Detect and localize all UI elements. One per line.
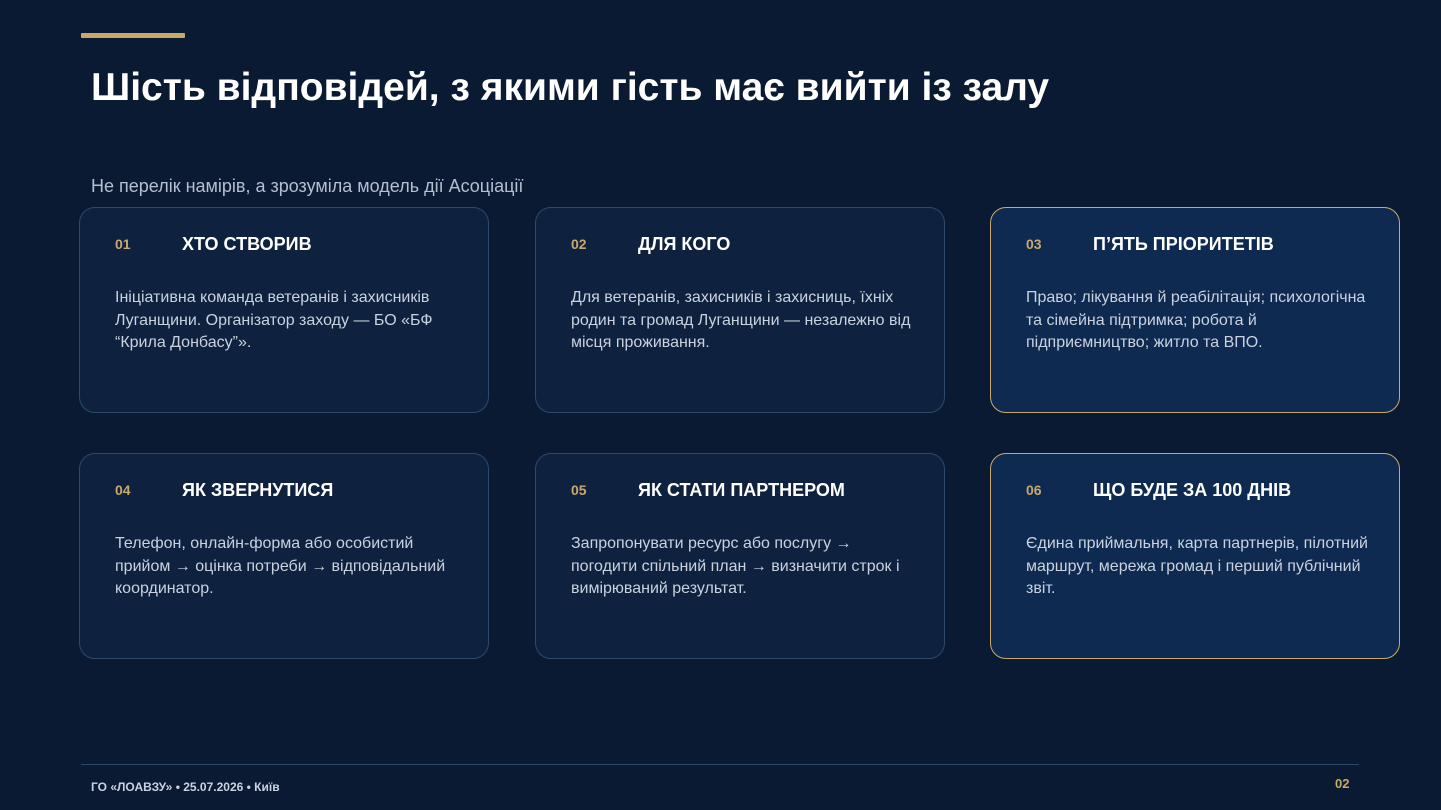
card-title: ХТО СТВОРИВ [182,234,312,254]
page-number: 02 [1335,776,1350,791]
footer-divider [81,764,1359,765]
card-who-created [79,207,489,413]
card-number: 05 [571,482,587,498]
footer-info: ГО «ЛОАВЗУ» • 25.07.2026 • Київ [91,780,280,794]
card-title: П’ЯТЬ ПРІОРИТЕТІВ [1093,234,1274,254]
card-number: 01 [115,236,131,252]
card-for-whom [535,207,945,413]
title-accent-bar [81,33,185,38]
card-100-days [990,453,1400,659]
card-title: ЯК ЗВЕРНУТИСЯ [182,480,334,500]
card-text: Для ветеранів, захисників і захисниць, їхніх родин та громад Луганщини — незалежно від місця проживання. [571,289,911,351]
card-five-priorities [990,207,1400,413]
card-become-partner [535,453,945,659]
card-number: 02 [571,236,587,252]
card-text: Право; лікування й реабілітація; психологічна та сімейна підтримка; робота й підприємництво; житло та ВПО. [1026,289,1366,351]
card-title: ЯК СТАТИ ПАРТНЕРОМ [638,480,845,500]
card-text: Телефон, онлайн-форма або особистий прийом → оцінка потреби → відповідальний координатор. [115,535,446,597]
card-how-to-apply [79,453,489,659]
card-number: 04 [115,482,131,498]
card-number: 06 [1026,482,1042,498]
card-text: Ініціативна команда ветеранів і захисників Луганщини. Організатор заходу — БО «БФ “Крила Донбасу”». [115,289,433,351]
card-title: ДЛЯ КОГО [638,234,731,254]
page-subtitle: Не перелік намірів, а зрозуміла модель дії Асоціації [91,176,524,196]
page-title: Шість відповідей, з якими гість має вийти із залу [91,66,1050,109]
card-text: Запропонувати ресурс або послугу → погодити спільний план → визначити строк і вимірюваний результат. [571,535,900,597]
card-text: Єдина приймальня, карта партнерів, пілотний маршрут, мережа громад і перший публічний звіт. [1026,535,1368,597]
card-number: 03 [1026,236,1042,252]
card-title: ЩО БУДЕ ЗА 100 ДНІВ [1093,480,1292,500]
